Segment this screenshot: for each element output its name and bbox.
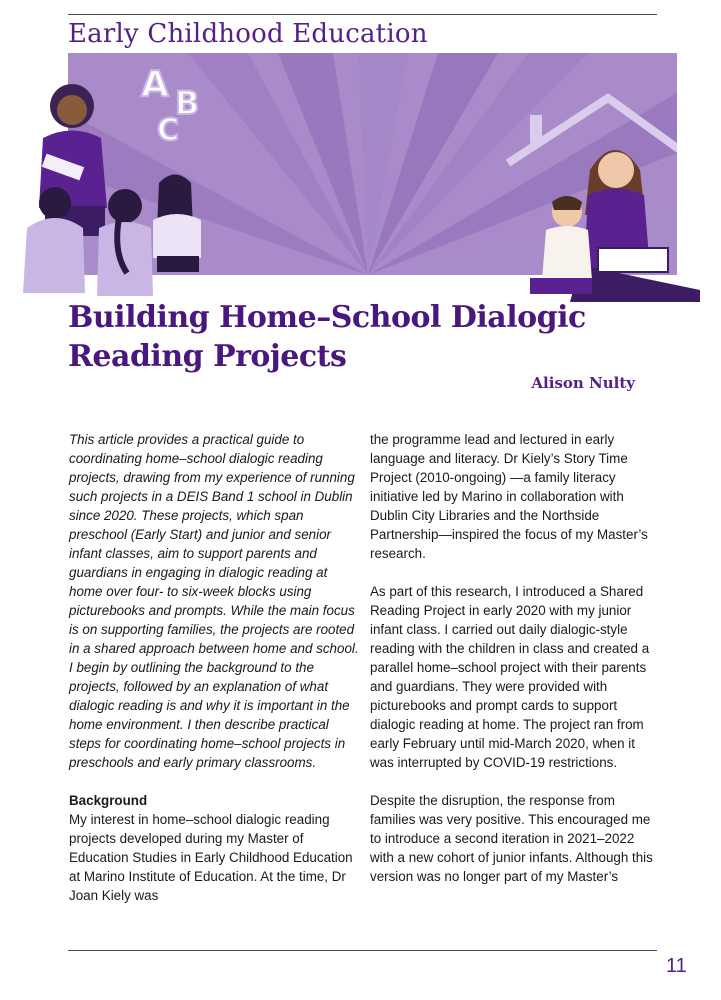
letter-c: C — [157, 113, 180, 148]
paragraph-1: the programme lead and lectured in early language and literacy. Dr Kiely’s Story Time Project (2010-ongoing) —a family literacy initiative led by Marino in collaboration with Dublin City Libraries and the Northside Partnership—inspired the focus of my Master’s research. — [370, 432, 648, 561]
paragraph-2: As part of this research, I introduced a Shared Reading Project in early 2020 with my junior infant class. I carried out daily dialogic-style reading with the children in class and created a parallel home–school project with their parents and guardians. They were provided with picturebooks and prompt cards to support dialogic reading at home. The project ran from early February until mid-March 2020, when it was interrupted by COVID-19 restrictions. — [370, 584, 650, 770]
article-intro: This article provides a practical guide to coordinating home–school dialogic reading projects, drawing from my experience of running such projects in a DEIS Band 1 school in Dublin since 2020. These projects, which span preschool (Early Start) and junior and senior infant classes, aim to support parents and guardians in engaging in dialogic reading at home over four- to six-week blocks using picturebooks and prompts. While the main focus is on supporting families, the projects are rooted in a shared approach between home and school. I begin by outlining the background to the projects, followed by an explanation of what dialogic reading is and why it is important in the home environment. I then describe practical steps for coordinating home–school projects in preschools and early primary classrooms. — [69, 432, 359, 770]
letter-b: B — [175, 84, 200, 122]
page-number: 11 — [666, 955, 687, 977]
left-column — [69, 430, 359, 905]
article-author: Alison Nulty — [531, 374, 635, 392]
right-column — [370, 430, 660, 886]
parent-child-illustration — [510, 130, 710, 305]
paragraph-3: Despite the disruption, the response from families was very positive. This encouraged me to introduce a second iteration in 2021–2022 with a new cohort of junior infants. Although this version was no longer part of my Master’s — [370, 793, 653, 884]
background-heading: Background — [69, 793, 148, 808]
teacher-children-illustration — [15, 78, 215, 303]
background-paragraph: My interest in home–school dialogic reading projects developed during my Master of Education Studies in Early Childhood Education at Marino Institute of Education. At the time, Dr Joan Kiely was — [69, 812, 353, 903]
letter-a: A — [141, 64, 169, 105]
bottom-rule — [68, 950, 657, 951]
section-header: Early Childhood Education — [68, 19, 428, 49]
article-title: Building Home–School Dialogic Reading Projects — [68, 300, 586, 374]
top-rule — [68, 14, 657, 15]
